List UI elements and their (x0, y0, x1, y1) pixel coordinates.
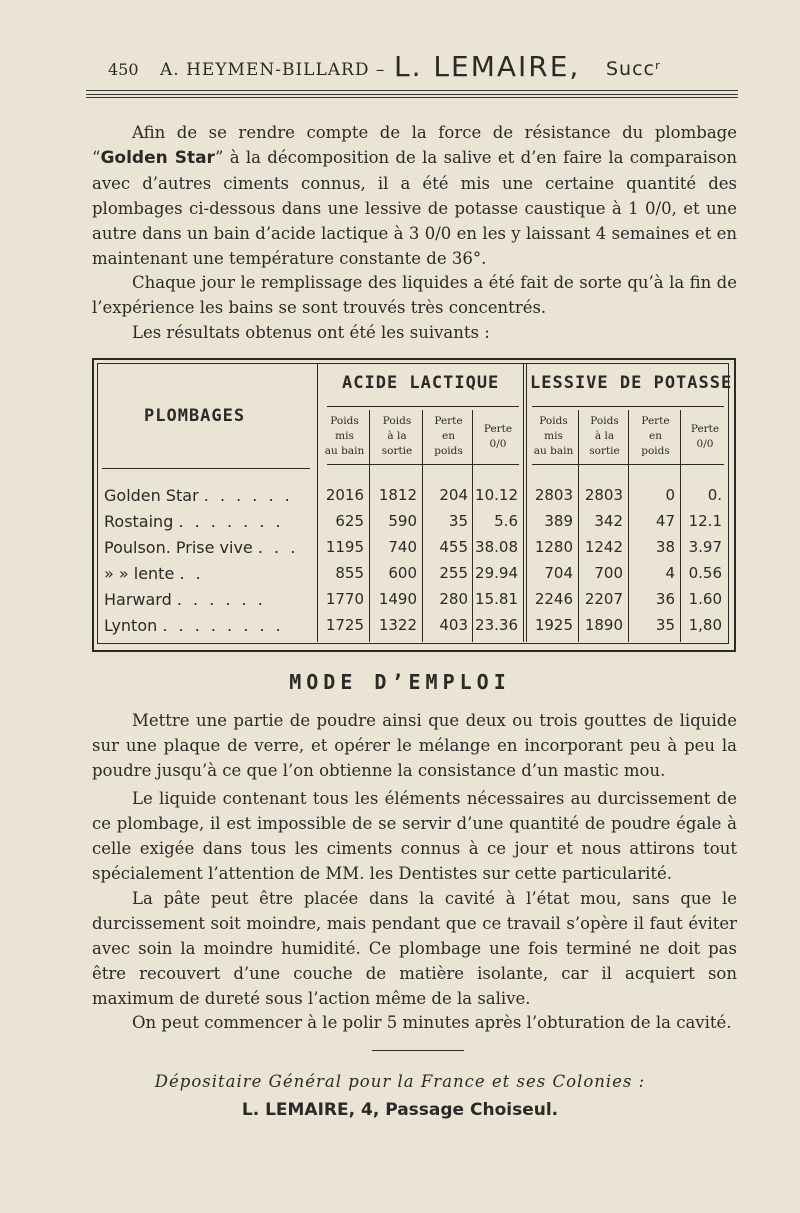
depositaire-line: Dépositaire Général pour la France et ses Colonies : (154, 1072, 646, 1091)
table-cell: 403 (439, 616, 468, 634)
group-underline (327, 406, 519, 407)
subheader-line: Perte (690, 423, 720, 435)
plombage-name: » » lente (104, 564, 175, 583)
separator-rule (372, 1050, 464, 1051)
subheader-line: poids (641, 445, 670, 457)
table-cell: 342 (594, 512, 623, 530)
table-cell: 700 (594, 564, 623, 582)
mode-text: La pâte peut être placée dans la cavité à l’état mou, sans que le durcissement soit moindre, mais pendant que ce travail s’opère il faut éviter avec soin la moindre humidité. Ce plombage une fois terminé ne doit pas être recouvert d’une couche de matière isolante, car il acquiert son maximum de dureté sous l’action même de la salive. (92, 889, 737, 1008)
column-subheader (631, 414, 680, 459)
table-cell: 1195 (325, 538, 364, 556)
row-label (104, 564, 314, 583)
leader-dots: . . . . . . (203, 486, 293, 505)
lessive-potasse-header: LESSIVE DE POTASSE (530, 373, 733, 393)
table-cell: 1490 (378, 590, 417, 608)
table-cell: 2803 (534, 486, 573, 504)
table-cell: 1.60 (688, 590, 722, 608)
subheader-line: Poids (330, 415, 359, 427)
table-cell: 280 (439, 590, 468, 608)
table-cell: 12.1 (688, 512, 722, 530)
plombages-header: PLOMBAGES (144, 406, 246, 426)
subheader-line: au bain (533, 445, 574, 457)
table-cell: 740 (388, 538, 417, 556)
results-table (92, 358, 736, 654)
table-cell: 38 (655, 538, 675, 556)
running-header (108, 52, 738, 82)
table-cell: 2246 (534, 590, 573, 608)
table-cell: 10.12 (475, 486, 518, 504)
intro-text: Chaque jour le remplissage des liquides a été fait de sorte qu’à la fin de l’expérience les bains se sont trouvés très concentrés. (92, 273, 737, 317)
table-cell: 15.81 (475, 590, 518, 608)
group-underline (532, 406, 724, 407)
table-cell: 625 (335, 512, 364, 530)
table-cell: 204 (439, 486, 468, 504)
table-cell: 1,80 (688, 616, 722, 634)
subheader-line: Poids (539, 415, 568, 427)
subheader-line: mis (335, 430, 354, 442)
subheader-line: mis (544, 430, 563, 442)
leader-dots: . . . . . . (176, 590, 266, 609)
mode-paragraph-3 (92, 886, 737, 1011)
mode-emploi-title: MODE D’EMPLOI (289, 670, 511, 694)
intro-paragraph-3 (92, 320, 737, 345)
subheader-line: Perte (641, 415, 670, 427)
row-label (104, 590, 314, 609)
page-number: 450 (108, 60, 139, 79)
subheader-line: Perte (434, 415, 463, 427)
subheader-line: Poids (590, 415, 619, 427)
subheader-line: en (649, 430, 662, 442)
intro-text: Afin de se rendre compte de la force de résistance du plombage “ (92, 123, 737, 167)
row-label (104, 512, 314, 531)
subheader-line: à la (387, 430, 407, 442)
author-name: A. HEYMEN-BILLARD – (160, 60, 386, 80)
table-cell: 23.36 (475, 616, 518, 634)
intro-text: ” à la décomposition de la salive et d’en faire la comparaison avec d’autres ciments connus, il a été mis une certaine quantité des plombages ci-dessous dans une lessive de potasse caustique à 1 0/0, et une autre dans un bain d’acide lactique à 3 0/0 en les y laissant 4 semaines et en maintenant une température constante de 36°. (92, 148, 738, 268)
leader-dots: . . . (257, 538, 299, 557)
header-underline (327, 464, 519, 465)
table-cell: 1925 (534, 616, 573, 634)
table-cell: 0.56 (688, 564, 722, 582)
mode-text: On peut commencer à le polir 5 minutes après l’obturation de la cavité. (132, 1013, 732, 1032)
table-cell: 38.08 (475, 538, 518, 556)
plombage-name: Poulson. Prise vive (104, 538, 253, 557)
address-line: L. LEMAIRE, 4, Passage Choiseul. (241, 1100, 559, 1120)
table-cell: 1280 (534, 538, 573, 556)
mode-paragraph-4 (92, 1010, 737, 1035)
table-cell: 5.6 (494, 512, 518, 530)
plombage-name: Golden Star (104, 486, 199, 505)
subheader-line: sortie (589, 445, 620, 457)
header-rule (86, 94, 738, 95)
table-cell: 1890 (584, 616, 623, 634)
subheader-line: en (442, 430, 455, 442)
table-cell: 36 (655, 590, 675, 608)
table-cell: 47 (655, 512, 675, 530)
leader-dots: . . (179, 564, 204, 583)
subheader-line: au bain (324, 445, 365, 457)
subheader-line: poids (434, 445, 463, 457)
table-cell: 1725 (325, 616, 364, 634)
brand-name: L. LEMAIRE, (394, 50, 581, 83)
table-cell: 255 (439, 564, 468, 582)
table-cell: 590 (388, 512, 417, 530)
mode-text: Mettre une partie de poudre ainsi que deux ou trois gouttes de liquide sur une plaque de verre, et opérer le mélange en incorporant peu à peu la poudre jusqu’à ce que l’on obtienne la consistance d’un mastic mou. (92, 711, 737, 780)
intro-text: Les résultats obtenus ont été les suivants : (132, 323, 490, 342)
table-cell: 29.94 (475, 564, 518, 582)
table-cell: 35 (655, 616, 675, 634)
table-cell: 35 (448, 512, 468, 530)
table-cell: 2207 (584, 590, 623, 608)
table-cell: 1242 (584, 538, 623, 556)
mode-paragraph-1 (92, 708, 737, 783)
subheader-line: Perte (483, 423, 513, 435)
column-subheader (425, 414, 472, 459)
table-cell: 0 (665, 486, 675, 504)
table-cell: 600 (388, 564, 417, 582)
plombage-name: Lynton (104, 616, 158, 635)
golden-star-brand: Golden Star (100, 148, 215, 168)
table-cell: 455 (439, 538, 468, 556)
leader-dots: . . . . . . . . (162, 616, 284, 635)
table-cell: 855 (335, 564, 364, 582)
table-cell: 704 (544, 564, 573, 582)
table-cell: 2016 (325, 486, 364, 504)
acide-lactique-header: ACIDE LACTIQUE (342, 373, 500, 393)
leader-dots: . . . . . . . (178, 512, 284, 531)
table-cell: 4 (665, 564, 675, 582)
table-cell: 0. (707, 486, 722, 504)
column-subheader (475, 422, 521, 452)
row-label (104, 538, 314, 557)
intro-paragraph-1 (92, 120, 737, 271)
plombage-name: Harward (104, 590, 172, 609)
table-cell: 2803 (584, 486, 623, 504)
plombage-name: Rostaing (104, 512, 174, 531)
mode-paragraph-2 (92, 786, 737, 886)
successor-label: Succʳ (606, 58, 661, 80)
table-cell: 389 (544, 512, 573, 530)
intro-paragraph-2 (92, 270, 737, 320)
column-subheader (683, 422, 727, 452)
subheader-line: sortie (381, 445, 413, 457)
header-underline (532, 464, 724, 465)
column-subheader (529, 414, 578, 459)
column-subheader (372, 414, 422, 459)
column-subheader (320, 414, 369, 459)
row-label (104, 616, 314, 635)
table-cell: 3.97 (688, 538, 722, 556)
header-rule (86, 97, 738, 98)
mode-text: Le liquide contenant tous les éléments nécessaires au durcissement de ce plombage, il est impossible de se servir d’une quantité de poudre égale à celle exigée dans tous les ciments connus à ce jour et nous attirons tout spécialement l’attention de MM. les Dentistes sur cette particularité. (92, 789, 737, 883)
subheader-line: 0/0 (696, 438, 714, 450)
header-rule (86, 90, 738, 91)
row-label (104, 486, 314, 505)
table-cell: 1322 (378, 616, 417, 634)
subheader-line: à la (594, 430, 615, 442)
subheader-line: 0/0 (489, 438, 507, 450)
table-cell: 1812 (378, 486, 417, 504)
header-underline (102, 468, 310, 469)
column-subheader (581, 414, 628, 459)
table-cell: 1770 (325, 590, 364, 608)
subheader-line: Poids (382, 415, 412, 427)
